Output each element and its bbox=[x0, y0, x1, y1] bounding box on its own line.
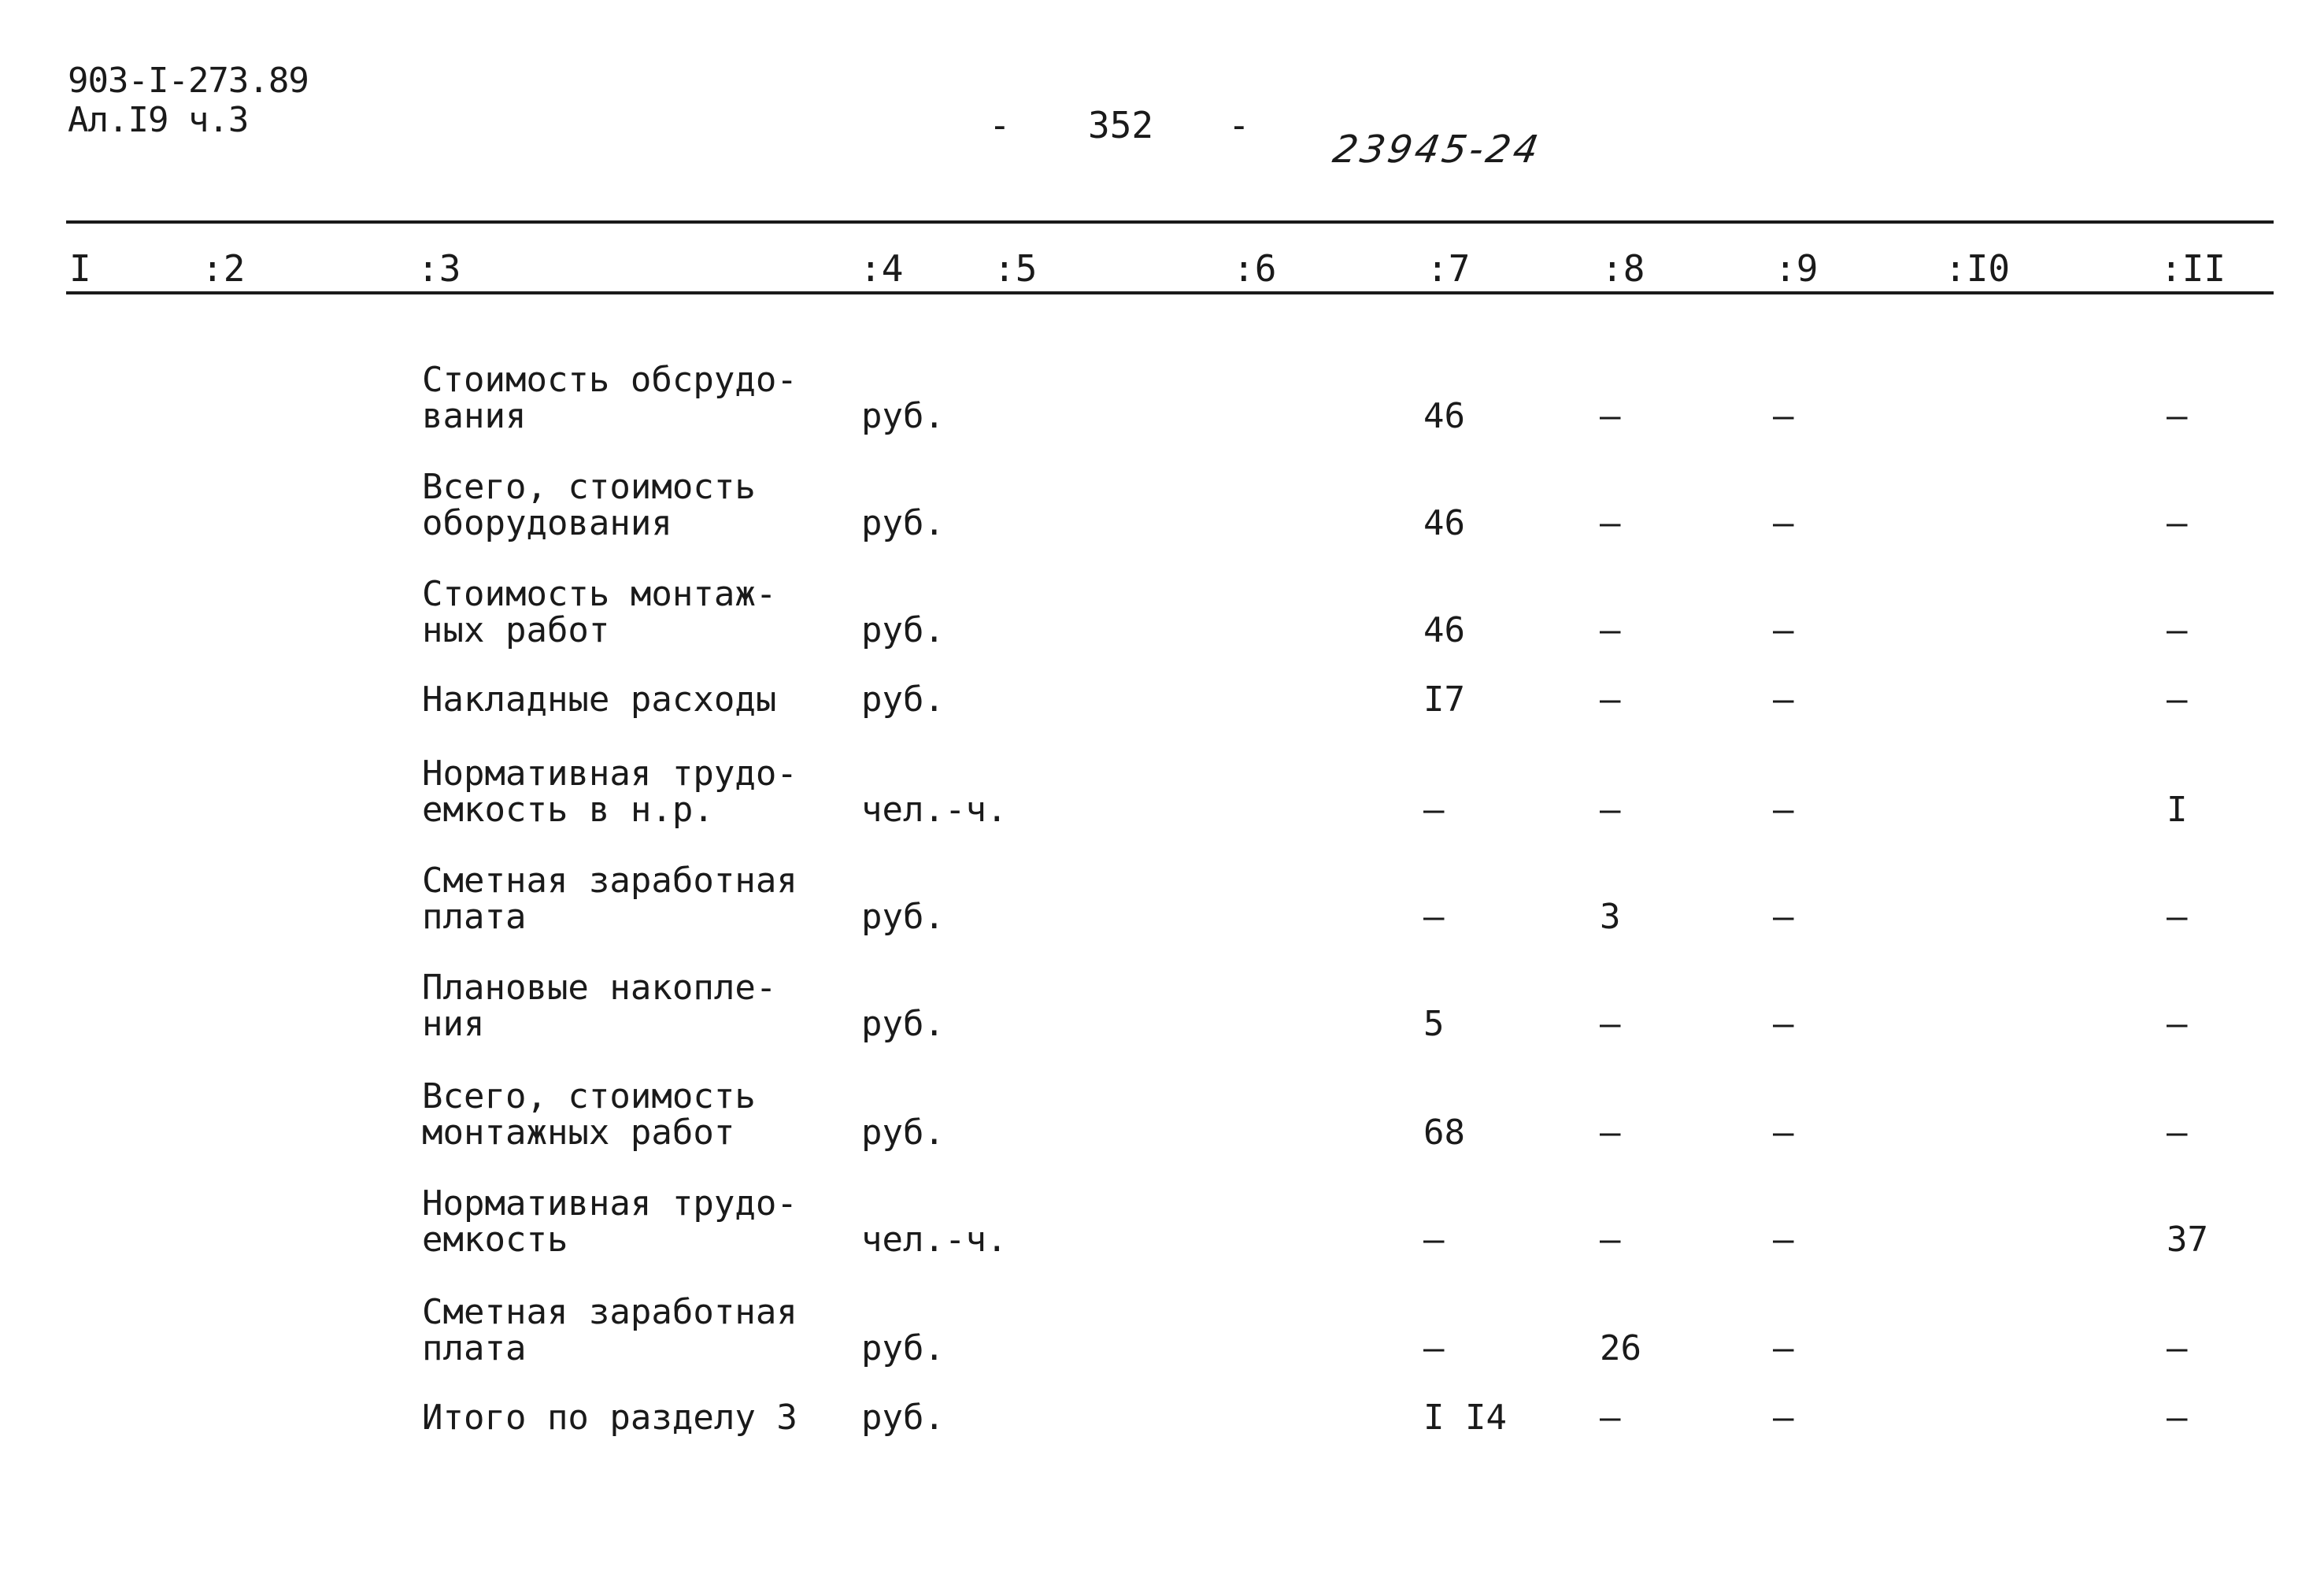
row-col11: – bbox=[2167, 610, 2188, 650]
column-header-10: :I0 bbox=[1945, 247, 2011, 290]
column-header-1: I bbox=[69, 247, 91, 290]
column-header-4: :4 bbox=[860, 247, 904, 290]
row-col9: – bbox=[1773, 1328, 1794, 1368]
row-col9: – bbox=[1773, 1220, 1794, 1260]
row-name: Стоимость обсрудо- вания bbox=[422, 360, 797, 436]
table-row bbox=[0, 679, 2324, 720]
row-col7: I7 bbox=[1423, 679, 1465, 720]
document-code-line1: 903-I-273.89 bbox=[68, 61, 309, 101]
row-name: Сметная заработная плата bbox=[422, 1292, 797, 1368]
row-col11: – bbox=[2167, 1113, 2188, 1153]
row-col7: 5 bbox=[1423, 1004, 1445, 1044]
row-col9: – bbox=[1773, 790, 1794, 830]
table-row bbox=[0, 1292, 2324, 1368]
row-col11: – bbox=[2167, 396, 2188, 436]
row-name: Сметная заработная плата bbox=[422, 861, 797, 937]
table-row bbox=[0, 968, 2324, 1044]
table-row bbox=[0, 467, 2324, 543]
column-header-7: :7 bbox=[1427, 247, 1471, 290]
row-col11: – bbox=[2167, 1328, 2188, 1368]
row-name: Нормативная трудо- емкость bbox=[422, 1183, 797, 1260]
row-col7: – bbox=[1423, 1220, 1445, 1260]
document-code bbox=[68, 61, 309, 140]
table-header-rule bbox=[66, 291, 2274, 294]
row-unit: руб. bbox=[861, 1113, 945, 1153]
row-col8: – bbox=[1600, 503, 1621, 543]
row-name: Стоимость монтаж- ных работ bbox=[422, 574, 777, 650]
row-name: Плановые накопле- ния bbox=[422, 968, 777, 1044]
row-col9: – bbox=[1773, 1004, 1794, 1044]
column-header-3: :3 bbox=[417, 247, 461, 290]
page-number: 352 bbox=[1088, 104, 1154, 146]
row-col8: – bbox=[1600, 1220, 1621, 1260]
table-row bbox=[0, 861, 2324, 937]
column-header-5: :5 bbox=[994, 247, 1038, 290]
document-code-line2: Ал.I9 ч.3 bbox=[68, 100, 249, 140]
row-name: Нормативная трудо- емкость в н.р. bbox=[422, 753, 797, 830]
row-col8: 26 bbox=[1600, 1328, 1641, 1368]
row-unit: руб. bbox=[861, 897, 945, 937]
row-name: Всего, стоимость оборудования bbox=[422, 467, 756, 543]
row-col8: – bbox=[1600, 1113, 1621, 1153]
column-header-11: :II bbox=[2160, 247, 2226, 290]
row-col9: – bbox=[1773, 1398, 1794, 1438]
table-row bbox=[0, 1183, 2324, 1260]
row-unit: чел.-ч. bbox=[861, 1220, 1008, 1260]
row-unit: руб. bbox=[861, 1398, 945, 1438]
row-col11: – bbox=[2167, 503, 2188, 543]
row-col11: – bbox=[2167, 897, 2188, 937]
row-col9: – bbox=[1773, 897, 1794, 937]
row-col11: 37 bbox=[2167, 1220, 2208, 1260]
row-unit: руб. bbox=[861, 679, 945, 720]
row-col7: – bbox=[1423, 897, 1445, 937]
handwritten-number: 23945-24 bbox=[1330, 128, 1545, 172]
row-unit: руб. bbox=[861, 1328, 945, 1368]
column-header-2: :2 bbox=[202, 247, 246, 290]
row-unit: чел.-ч. bbox=[861, 790, 1008, 830]
row-name: Всего, стоимость монтажных работ bbox=[422, 1076, 756, 1153]
row-col11: – bbox=[2167, 1004, 2188, 1044]
column-header-8: :8 bbox=[1601, 247, 1645, 290]
row-col11: I bbox=[2167, 790, 2188, 830]
row-unit: руб. bbox=[861, 610, 945, 650]
row-col7: 46 bbox=[1423, 503, 1465, 543]
table-row bbox=[0, 360, 2324, 436]
row-col11: – bbox=[2167, 679, 2188, 720]
row-col7: 46 bbox=[1423, 396, 1465, 436]
column-header-9: :9 bbox=[1774, 247, 1819, 290]
row-col9: – bbox=[1773, 610, 1794, 650]
row-name: Итого по разделу 3 bbox=[422, 1398, 797, 1438]
table-top-rule bbox=[66, 220, 2274, 224]
row-col8: – bbox=[1600, 396, 1621, 436]
row-col8: – bbox=[1600, 610, 1621, 650]
table-row bbox=[0, 753, 2324, 830]
row-col8: – bbox=[1600, 790, 1621, 830]
row-col7: – bbox=[1423, 790, 1445, 830]
row-col7: 68 bbox=[1423, 1113, 1465, 1153]
page-number-dash-left: - bbox=[989, 104, 1011, 146]
row-col7: I I4 bbox=[1423, 1398, 1507, 1438]
table-row-total bbox=[0, 1398, 2324, 1438]
row-col9: – bbox=[1773, 503, 1794, 543]
column-header-6: :6 bbox=[1233, 247, 1277, 290]
row-col7: – bbox=[1423, 1328, 1445, 1368]
row-col8: – bbox=[1600, 679, 1621, 720]
row-unit: руб. bbox=[861, 396, 945, 436]
row-col7: 46 bbox=[1423, 610, 1465, 650]
row-unit: руб. bbox=[861, 1004, 945, 1044]
page-number-dash-right: - bbox=[1228, 104, 1250, 146]
row-col11: – bbox=[2167, 1398, 2188, 1438]
row-col8: – bbox=[1600, 1004, 1621, 1044]
row-unit: руб. bbox=[861, 503, 945, 543]
row-col8: 3 bbox=[1600, 897, 1621, 937]
table-row bbox=[0, 574, 2324, 650]
row-col9: – bbox=[1773, 1113, 1794, 1153]
row-col8: – bbox=[1600, 1398, 1621, 1438]
row-col9: – bbox=[1773, 679, 1794, 720]
row-col9: – bbox=[1773, 396, 1794, 436]
row-name: Накладные расходы bbox=[422, 679, 777, 720]
